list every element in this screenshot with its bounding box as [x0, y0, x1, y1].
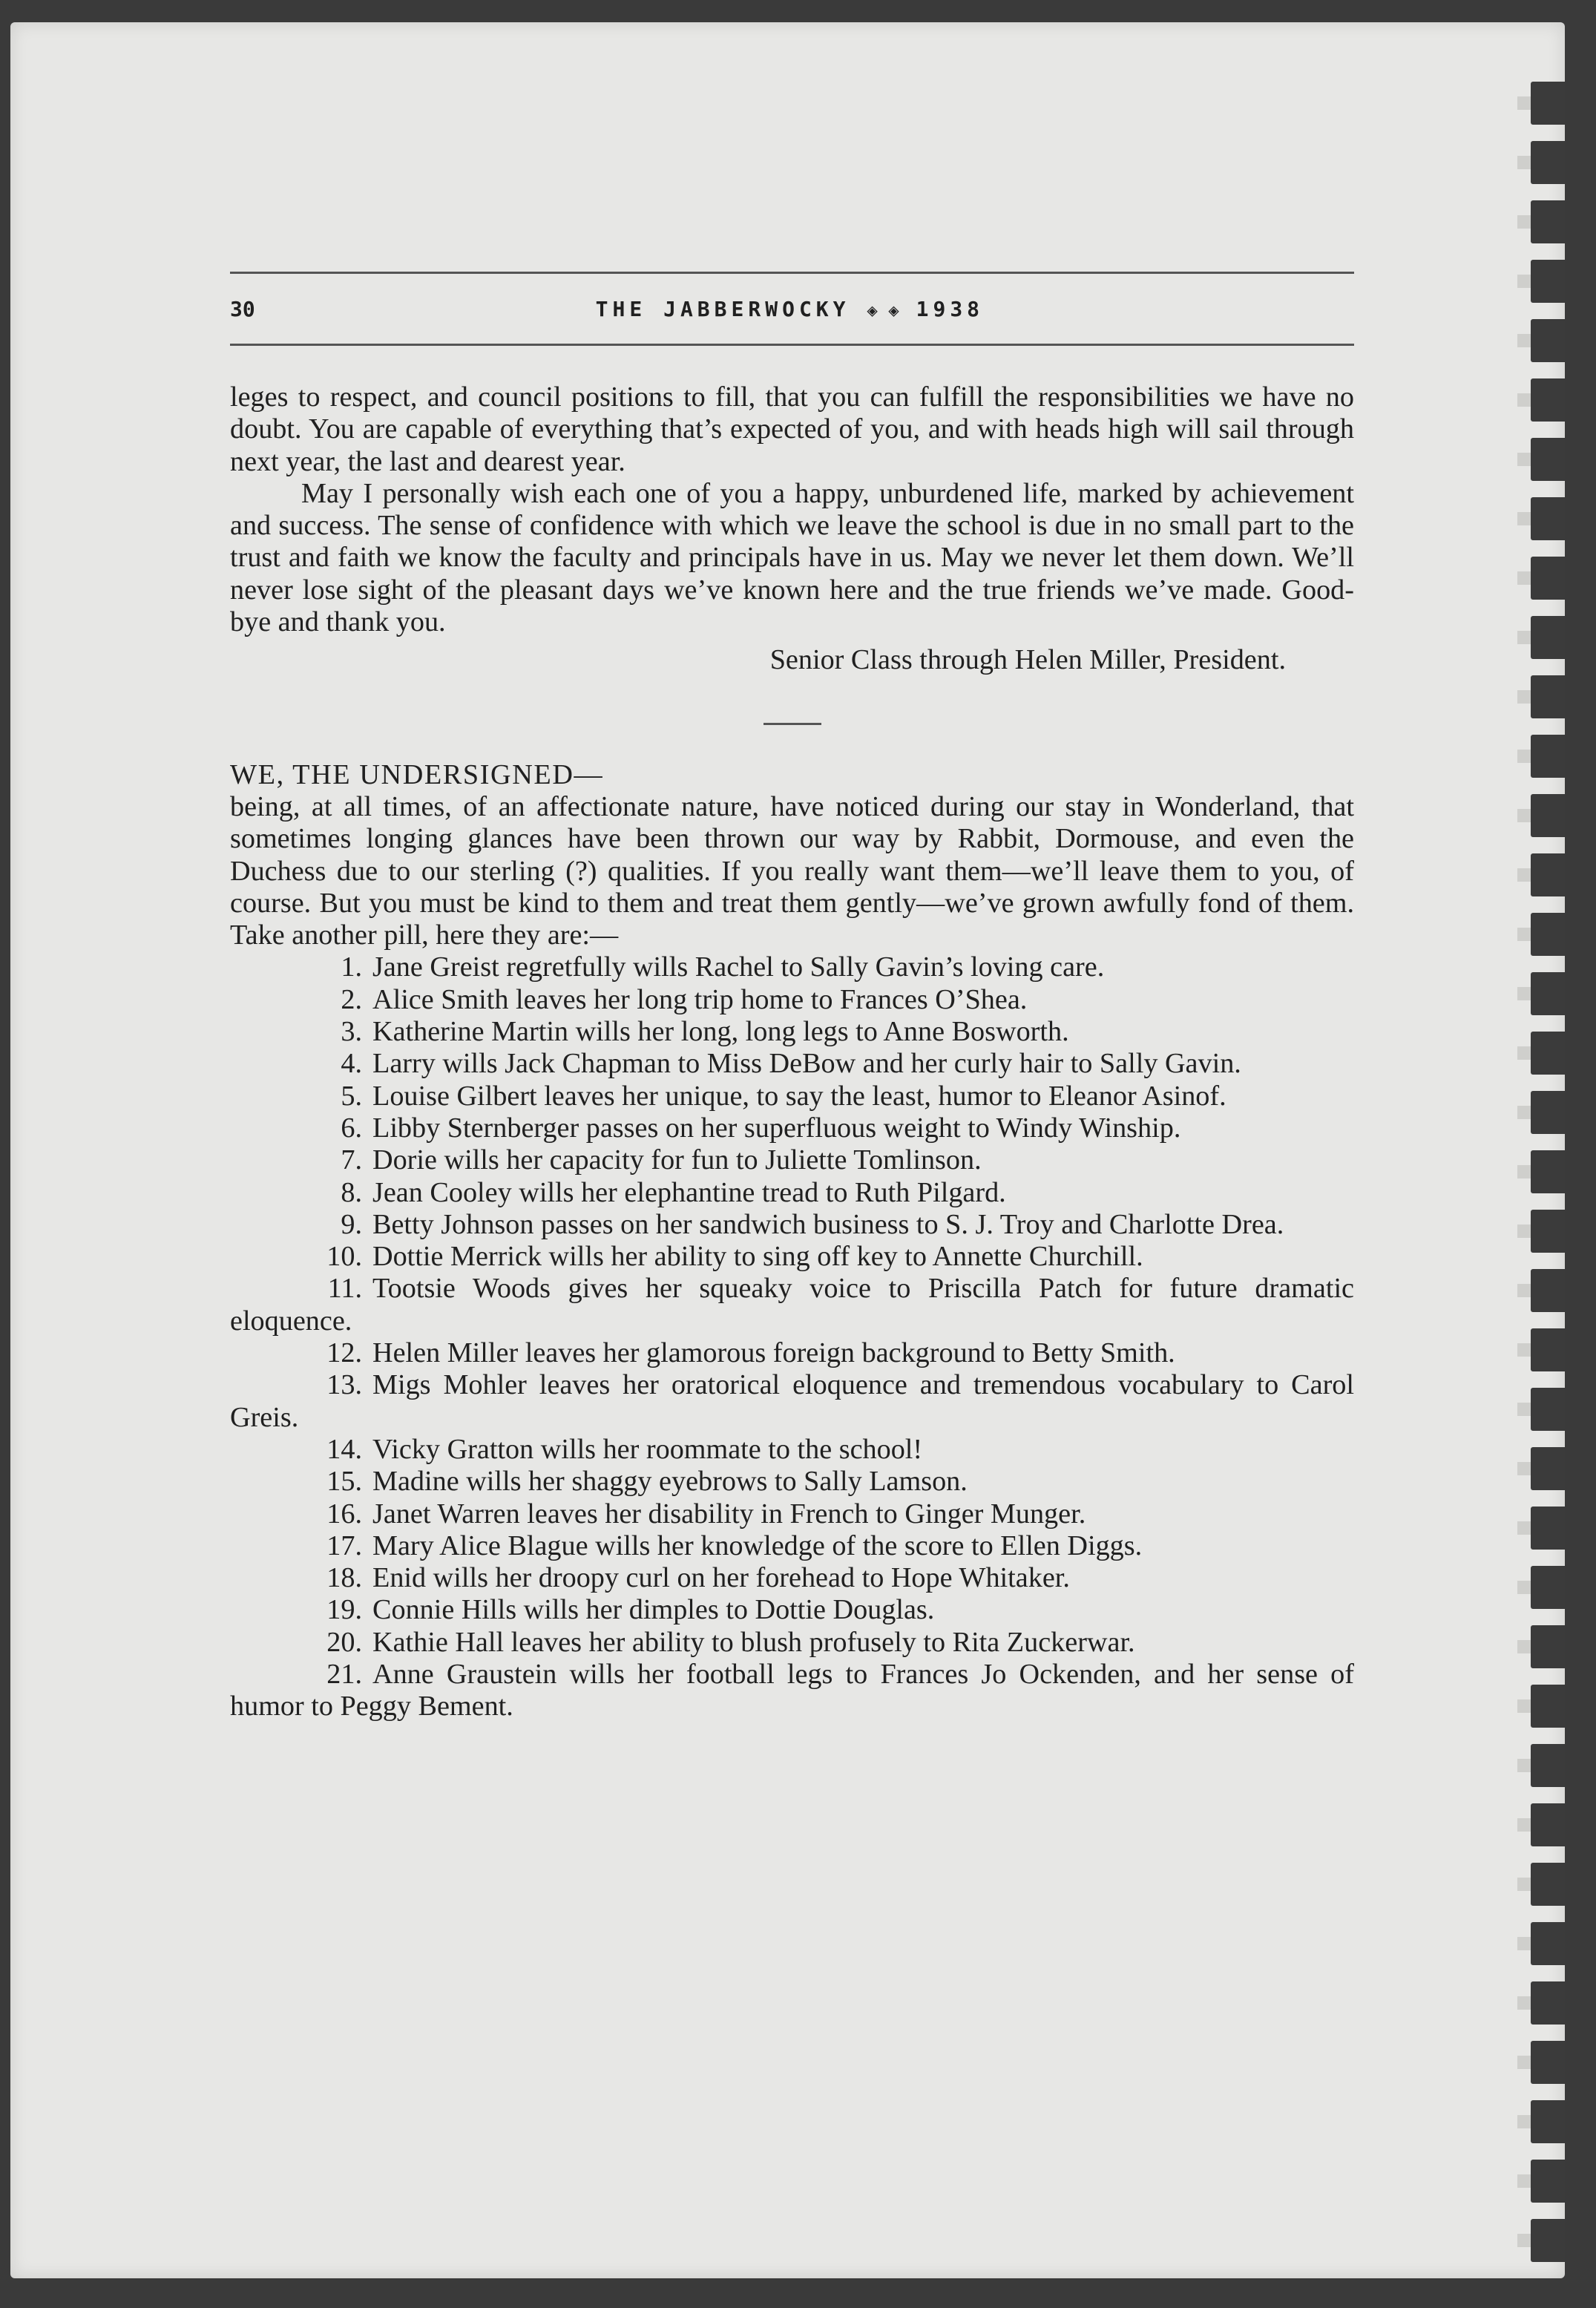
list-item-text: Vicky Gratton wills her roommate to the school!	[372, 1433, 923, 1465]
binding-tab	[1531, 82, 1565, 125]
list-item-text: Janet Warren leaves her disability in French to Ginger Munger.	[372, 1498, 1086, 1530]
header-rule-bottom	[230, 344, 1354, 346]
binding-tab	[1531, 2219, 1565, 2262]
list-item	[230, 1498, 1354, 1530]
publication-title	[255, 297, 1354, 321]
binding-tab	[1531, 853, 1565, 896]
binding-tab	[1531, 1922, 1565, 1965]
binding-tab	[1531, 319, 1565, 362]
binding-tab	[1531, 378, 1565, 422]
list-item-text: Tootsie Woods gives her squeaky voice to Priscilla Patch for future dramatic eloquence.	[230, 1273, 1354, 1337]
binding-tab	[1531, 497, 1565, 540]
spiral-binding	[1531, 52, 1565, 2308]
binding-tab	[1531, 1803, 1565, 1846]
binding-tab	[1531, 1269, 1565, 1312]
list-item-number: 6.	[341, 1112, 362, 1144]
list-item	[230, 1530, 1354, 1562]
publication-name: THE JABBERWOCKY	[595, 296, 850, 321]
list-item-text: Jane Greist regretfully wills Rachel to Sally Gavin’s loving care.	[372, 951, 1105, 983]
binding-tab	[1531, 1388, 1565, 1431]
diamond-ornament-icon: ◈ ◈	[867, 299, 899, 321]
list-item-number: 19.	[326, 1594, 362, 1626]
list-item-text: Kathie Hall leaves her ability to blush profusely to Rita Zuckerwar.	[372, 1626, 1135, 1658]
list-item-text: Libby Sternberger passes on her superfluous weight to Windy Winship.	[372, 1112, 1181, 1144]
page	[10, 22, 1565, 2278]
list-item-number: 3.	[341, 1016, 362, 1048]
list-item	[230, 1209, 1354, 1241]
list-item-number: 11.	[327, 1273, 362, 1305]
binding-tab	[1531, 1091, 1565, 1134]
list-item	[230, 1594, 1354, 1626]
page-number: 30	[230, 296, 255, 321]
binding-tab	[1531, 2160, 1565, 2203]
intro-paragraph: being, at all times, of an affectionate nature, have noticed during our stay in Wonderland, that sometimes longing glances have been thrown our way by Rabbit, Dormouse, and even the Duchess due to our sterling (?) qualities. If you really want them—we’ll leave them to you, of course. But you must be kind to them and treat them gently—we’ve grown awfully fond of them. Take another pill, here they are:—	[230, 790, 1354, 951]
binding-tab	[1531, 1981, 1565, 2025]
list-item	[230, 1562, 1354, 1594]
list-item-text: Katherine Martin wills her long, long legs to Anne Bosworth.	[372, 1016, 1069, 1048]
list-item-text: Alice Smith leaves her long trip home to Frances O’Shea.	[372, 983, 1028, 1015]
binding-tab	[1531, 1150, 1565, 1193]
running-header	[230, 274, 1354, 344]
list-item-text: Anne Graustein wills her football legs to Frances Jo Ockenden, and her sense of humor to Peggy Bement.	[230, 1658, 1354, 1722]
list-item	[230, 951, 1354, 983]
list-item-text: Helen Miller leaves her glamorous foreign background to Betty Smith.	[372, 1337, 1175, 1369]
binding-tab	[1531, 200, 1565, 243]
list-item-number: 17.	[326, 1530, 362, 1561]
continued-paragraph: leges to respect, and council positions to fill, that you can fulfill the responsibilities we have no doubt. You are capable of everything that’s expected of you, and with heads high will sail through next year, the last and dearest year.	[230, 381, 1354, 477]
list-item-number: 4.	[341, 1048, 362, 1080]
binding-tab	[1531, 1744, 1565, 1787]
binding-tab	[1531, 1328, 1565, 1371]
list-item-number: 20.	[326, 1626, 362, 1658]
list-item-text: Dottie Merrick wills her ability to sing off key to Annette Churchill.	[372, 1241, 1143, 1273]
publication-year: 1938	[916, 296, 985, 321]
binding-tab	[1531, 735, 1565, 778]
list-item-text: Jean Cooley wills her elephantine tread to Ruth Pilgard.	[372, 1176, 1006, 1208]
binding-tab	[1531, 1625, 1565, 1668]
list-item	[230, 1273, 1354, 1337]
body-text	[230, 381, 1354, 1723]
list-item-number: 10.	[326, 1241, 362, 1273]
list-item	[230, 1241, 1354, 1273]
list-item	[230, 1177, 1354, 1209]
list-item-text: Connie Hills wills her dimples to Dottie Douglas.	[372, 1594, 935, 1626]
binding-tab	[1531, 2041, 1565, 2084]
binding-tab	[1531, 141, 1565, 184]
list-item-text: Larry wills Jack Chapman to Miss DeBow and her curly hair to Sally Gavin.	[372, 1048, 1241, 1080]
list-item-number: 14.	[326, 1433, 362, 1465]
list-item-number: 13.	[326, 1369, 362, 1401]
list-item-number: 21.	[326, 1658, 362, 1690]
binding-tab	[1531, 1507, 1565, 1550]
list-item-text: Mary Alice Blague wills her knowledge of the score to Ellen Diggs.	[372, 1530, 1143, 1561]
binding-tab	[1531, 1447, 1565, 1490]
section-heading: WE, THE UNDERSIGNED—	[230, 758, 604, 790]
list-item-text: Migs Mohler leaves her oratorical eloquence and tremendous vocabulary to Carol Greis.	[230, 1369, 1354, 1433]
list-item-text: Betty Johnson passes on her sandwich business to S. J. Troy and Charlotte Drea.	[372, 1208, 1284, 1240]
farewell-paragraph: May I personally wish each one of you a happy, unburdened life, marked by achievement and success. The sense of confidence with which we leave the school is due in no small part to the trust and faith we know the faculty and principals have in us. May we never let them down. We’ll never lose sight of the pleasant days we’ve known here and the true friends we’ve made. Good-bye and thank you.	[230, 477, 1354, 638]
binding-tab	[1531, 1863, 1565, 1906]
section-divider	[763, 723, 821, 725]
binding-tab	[1531, 557, 1565, 600]
list-item-number: 8.	[341, 1176, 362, 1208]
binding-tab	[1531, 972, 1565, 1015]
list-item	[230, 1466, 1354, 1498]
list-item	[230, 1369, 1354, 1434]
list-item-number: 5.	[341, 1080, 362, 1112]
list-item	[230, 1337, 1354, 1369]
bequest-list	[230, 951, 1354, 1722]
list-item	[230, 1081, 1354, 1112]
binding-tab	[1531, 616, 1565, 659]
list-item-number: 1.	[341, 951, 362, 983]
list-item-number: 2.	[341, 983, 362, 1015]
list-item	[230, 1112, 1354, 1144]
list-item-number: 7.	[341, 1144, 362, 1176]
list-item	[230, 1144, 1354, 1176]
list-item-number: 18.	[326, 1562, 362, 1594]
binding-tab	[1531, 1566, 1565, 1609]
binding-tab	[1531, 794, 1565, 837]
list-item-number: 15.	[326, 1466, 362, 1498]
page-content	[230, 272, 1354, 1723]
binding-tab	[1531, 913, 1565, 956]
binding-tab	[1531, 1685, 1565, 1728]
list-item	[230, 1434, 1354, 1466]
list-item-text: Louise Gilbert leaves her unique, to say the least, humor to Eleanor Asinof.	[372, 1080, 1226, 1112]
list-item-text: Dorie wills her capacity for fun to Juliette Tomlinson.	[372, 1144, 982, 1176]
list-item	[230, 1016, 1354, 1048]
list-item	[230, 984, 1354, 1016]
binding-tab	[1531, 1032, 1565, 1075]
binding-tab	[1531, 2100, 1565, 2143]
binding-tab	[1531, 438, 1565, 481]
binding-tab	[1531, 260, 1565, 303]
list-item-text: Madine wills her shaggy eyebrows to Sally Lamson.	[372, 1466, 968, 1498]
list-item-number: 16.	[326, 1498, 362, 1530]
binding-tab	[1531, 675, 1565, 718]
list-item	[230, 1048, 1354, 1080]
list-item-number: 12.	[326, 1337, 362, 1369]
list-item-text: Enid wills her droopy curl on her forehead to Hope Whitaker.	[372, 1562, 1070, 1594]
list-item	[230, 1627, 1354, 1659]
list-item	[230, 1659, 1354, 1723]
binding-tab	[1531, 1210, 1565, 1253]
signature: Senior Class through Helen Miller, President.	[769, 644, 1286, 676]
list-item-number: 9.	[341, 1208, 362, 1240]
